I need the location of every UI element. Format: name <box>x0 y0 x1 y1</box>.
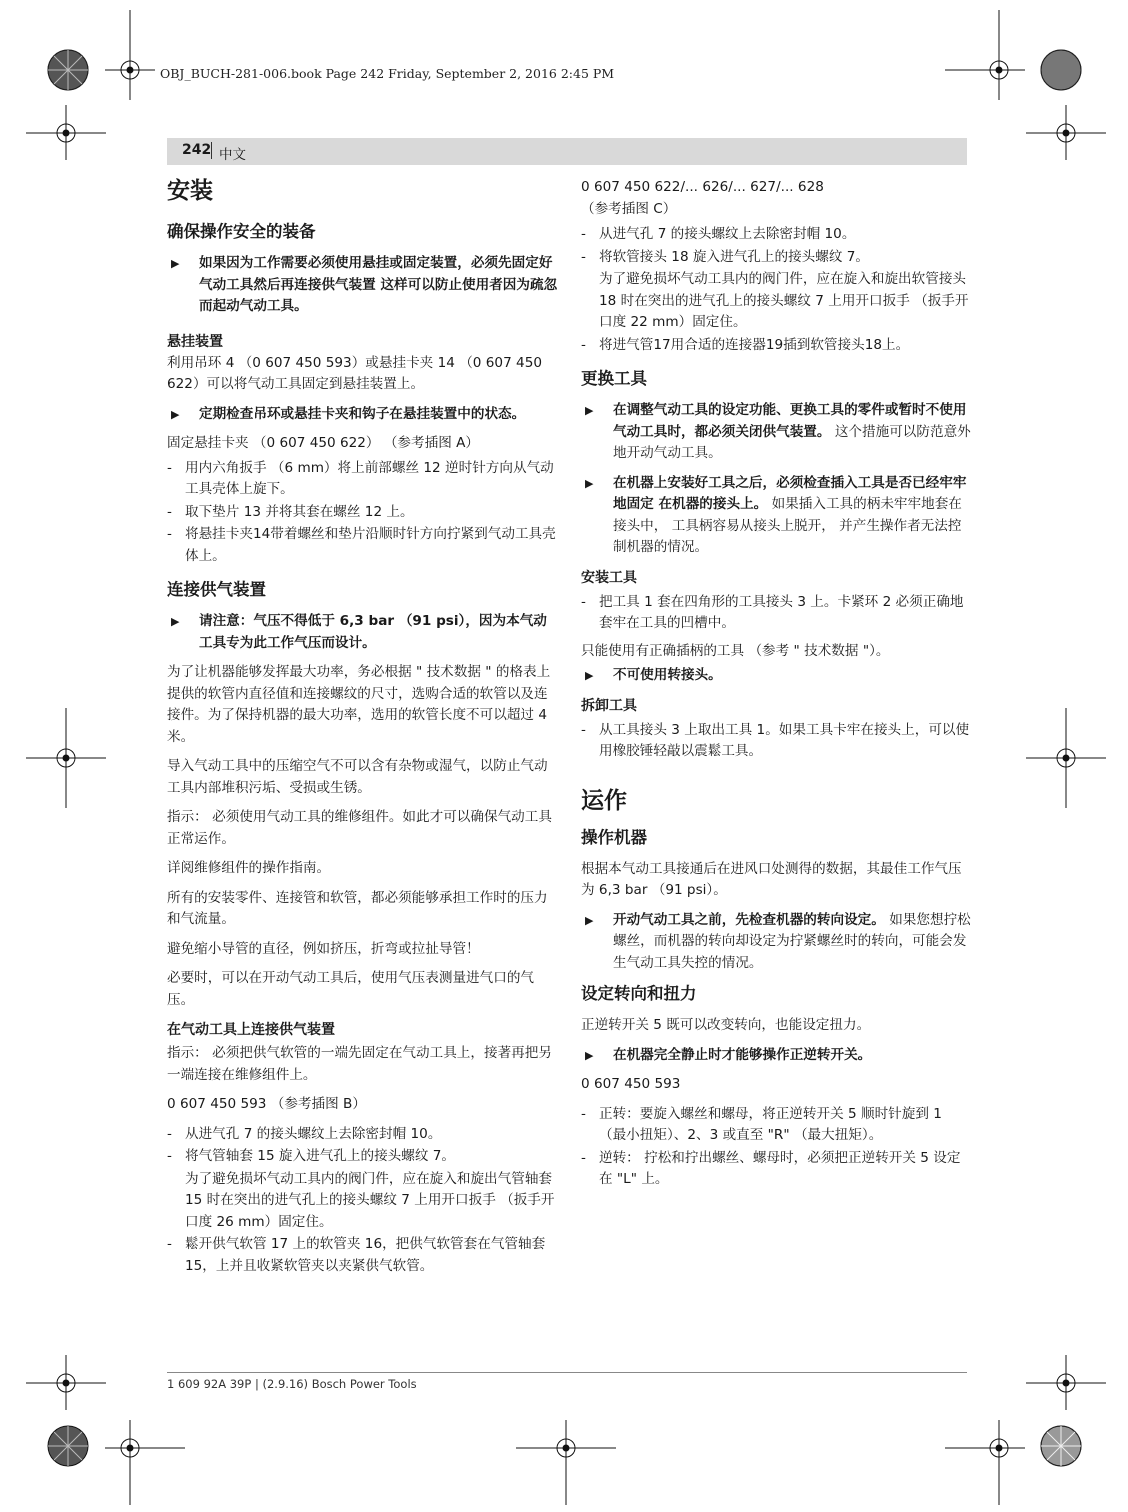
paragraph: 正逆转开关 5 既可以改变转向，也能设定扭力。 <box>581 1017 871 1033</box>
paragraph: 利用吊环 4 （0 607 450 593）或悬挂卡夹 14 （0 607 450 622）可以将气动工具固定到悬挂装置上。 <box>167 354 542 392</box>
list-item: - 将进气管17用合适的连接器19插到软管接头18上。 <box>581 336 910 353</box>
footer-rule <box>167 1372 967 1373</box>
registration-mark-icon <box>1026 708 1106 808</box>
section-heading: 运作 <box>581 787 627 814</box>
paragraph: 0 607 450 593 <box>581 1076 681 1092</box>
triangle-bullet-icon: ▶ <box>585 476 594 490</box>
warning-item: ▶ 开动气动工具之前，先检查机器的转向设定。 如果您想拧松螺丝，而机器的转向却设定为拧紧螺丝时的转向，可能会发生气动工具失控的情况。 <box>585 911 971 971</box>
list-item: - 将气管轴套 15 旋入进气孔上的接头螺纹 7。 <box>167 1148 456 1164</box>
paragraph: 避免缩小导管的直径，例如挤压，折弯或拉扯导管！ <box>167 940 480 957</box>
subsection-heading: 设定转向和扭力 <box>581 984 697 1003</box>
warning-item: ▶ 在机器上安装好工具之后，必须检查插入工具是否已经牢牢地固定 在机器的接头上。 如果插入工具的柄未牢牢地套在接头中， 工具柄容易从接头上脱开， 并产生操作者无法控制机器的情况。 <box>585 474 967 555</box>
registration-mark-icon <box>26 708 106 808</box>
header-divider <box>211 142 212 159</box>
warning-item: ▶ 请注意：气压不得低于 6,3 bar （91 psi），因为本气动工具专为此工作气压而设计。 <box>171 613 547 651</box>
list-item: - 将软管接头 18 旋入进气孔上的接头螺纹 7。 <box>581 248 870 265</box>
section-heading: 安装 <box>167 178 213 204</box>
paragraph: 所有的安装零件、连接管和软管，都必须能够承担工作时的压力和气流量。 <box>167 889 548 927</box>
paragraph: 必要时，可以在开动气动工具后，使用气压表测量进气口的气压。 <box>167 970 535 1008</box>
paragraph: 根据本气动工具接通后在进风口处测得的数据，其最佳工作气压为 6,3 bar （91 psi）。 <box>581 860 962 898</box>
list-item: - 逆转： 拧松和拧出螺丝、螺母时，必须把正逆转开关 5 设定在 "L" 上。 <box>581 1149 961 1187</box>
list-item: - 从工具接头 3 上取出工具 1。如果工具卡牢在接头上，可以使用橡胶锤轻敲以震鬆工具。 <box>581 721 970 759</box>
paragraph: 详阅维修组件的操作指南。 <box>167 860 331 876</box>
list-item: - 把工具 1 套在四角形的工具接头 3 上。卡紧环 2 必须正确地套牢在工具的凹槽中。 <box>581 593 964 631</box>
registration-mark-icon <box>26 105 106 160</box>
registration-mark-icon <box>516 1420 616 1505</box>
list-item: - 从进气孔 7 的接头螺纹上去除密封帽 10。 <box>167 1125 442 1142</box>
list-item: - 鬆开供气软管 17 上的软管夹 16，把供气软管套在气管轴套 15，上并且收紧软管夹以夹紧供气软管。 <box>167 1236 546 1274</box>
right-column <box>581 177 973 1192</box>
subsection-heading: 更换工具 <box>581 369 647 388</box>
left-column <box>167 176 559 1278</box>
list-item-note: 为了避免损坏气动工具内的阀门件，应在旋入和旋出气管轴套 15 时在突出的进气孔上的接头螺纹 7 上用开口扳手 （扳手开口度 26 mm）固定住。 <box>185 1170 555 1230</box>
triangle-bullet-icon: ▶ <box>585 404 594 417</box>
figure-reference: （参考插图 C） <box>581 200 677 217</box>
subsection-heading: 在气动工具上连接供气装置 <box>167 1022 335 1038</box>
subsection-heading: 确保操作安全的装备 <box>167 222 316 241</box>
warning-item: ▶ 在机器完全静止时才能够操作正逆转开关。 <box>581 1045 973 1067</box>
list-item: - 从进气孔 7 的接头螺纹上去除密封帽 10。 <box>581 226 856 242</box>
page-number: 242 <box>182 142 212 158</box>
subsection-heading: 操作机器 <box>581 827 647 847</box>
subsection-heading: 安装工具 <box>581 569 637 586</box>
paragraph: 为了让机器能够发挥最大功率，务必根据 " 技术数据 " 的格表上提供的软管内直径值和连接螺纹的尺寸，选购合适的软管以及连接件。为了保持机器的最大功率，选用的软管长度不可以超过 4 米。 <box>167 664 551 745</box>
paragraph: 指示： 必须把供气软管的一端先固定在气动工具上，接著再把另一端连接在维修组件上。 <box>167 1045 552 1083</box>
page-footer: 1 609 92A 39P | (2.9.16) Bosch Power Tools <box>167 1377 417 1391</box>
print-slug: OBJ_BUCH-281-006.book Page 242 Friday, September 2, 2016 2:45 PM <box>160 66 615 81</box>
color-wheel-icon <box>48 50 88 90</box>
paragraph: 导入气动工具中的压缩空气不可以含有杂物或湿气，以防止气动工具内部堆积污垢、受损或生锈。 <box>167 758 548 796</box>
triangle-bullet-icon: ▶ <box>585 1048 594 1062</box>
list-item: - 取下垫片 13 并将其套在螺丝 12 上。 <box>167 503 414 520</box>
warning-item: ▶ 定期检查吊环或悬挂卡夹和钩子在悬挂装置中的状态。 <box>167 404 559 426</box>
paragraph: 0 607 450 593 （参考插图 B） <box>167 1096 366 1112</box>
registration-mark-icon <box>945 1420 1025 1505</box>
paragraph: 只能使用有正确插柄的工具 （参考 " 技术数据 "）。 <box>581 642 890 659</box>
registration-mark-icon <box>105 1420 185 1505</box>
warning-item: ▶ 如果因为工作需要必须使用悬挂或固定装置，必须先固定好气动工具然后再连接供气装置 这样可以防止使用者因为疏忽而起动气动工具。 <box>171 255 558 314</box>
model-line: 0 607 450 622/... 626/... 627/... 628 <box>581 179 824 195</box>
paragraph: 固定悬挂卡夹 （0 607 450 622） （参考插图 A） <box>167 435 480 451</box>
warning-item: ▶ 在调整气动工具的设定功能、更换工具的零件或暂时不使用气动工具时，都必须关闭供气装置。 这个措施可以防范意外地开动气动工具。 <box>585 402 971 461</box>
list-item: - 用内六角扳手 （6 mm）将上前部螺丝 12 逆时针方向从气动工具壳体上旋下。 <box>167 459 554 497</box>
list-item-note: 为了避免损坏气动工具内的阀门件，应在旋入和旋出软管接头 18 时在突出的进气孔上的接头螺纹 7 上用开口扳手 （扳手开口度 22 mm）固定住。 <box>599 271 969 330</box>
triangle-bullet-icon: ▶ <box>585 913 594 927</box>
paragraph: 指示： 必须使用气动工具的维修组件。如此才可以确保气动工具正常运作。 <box>167 809 552 847</box>
color-wheel-icon <box>1041 50 1081 90</box>
triangle-bullet-icon: ▶ <box>171 407 180 421</box>
color-wheel-icon <box>1041 1426 1081 1466</box>
registration-mark-icon <box>1026 1355 1106 1410</box>
list-item: - 正转：要旋入螺丝和螺母，将正逆转开关 5 顺时针旋到 1 （最小扭矩）、2、3 或直至 "R" （最大扭矩）。 <box>581 1105 942 1143</box>
color-wheel-icon <box>48 1426 88 1466</box>
triangle-bullet-icon: ▶ <box>171 615 180 628</box>
warning-item: ▶ 不可使用转接头。 <box>581 665 973 687</box>
registration-mark-icon <box>26 1355 106 1410</box>
page-language: 中文 <box>219 147 246 163</box>
registration-mark-icon <box>105 10 155 100</box>
subsection-heading: 悬挂装置 <box>167 333 223 350</box>
subsection-heading: 连接供气装置 <box>167 580 266 599</box>
triangle-bullet-icon: ▶ <box>171 257 180 270</box>
page-header-bar <box>167 138 967 165</box>
triangle-bullet-icon: ▶ <box>585 669 594 682</box>
subsection-heading: 拆卸工具 <box>581 697 637 714</box>
list-item: - 将悬挂卡夹14带着螺丝和垫片沿顺时针方向拧紧到气动工具壳体上。 <box>167 526 556 564</box>
registration-mark-icon <box>1026 105 1106 160</box>
registration-mark-icon <box>945 10 1025 100</box>
